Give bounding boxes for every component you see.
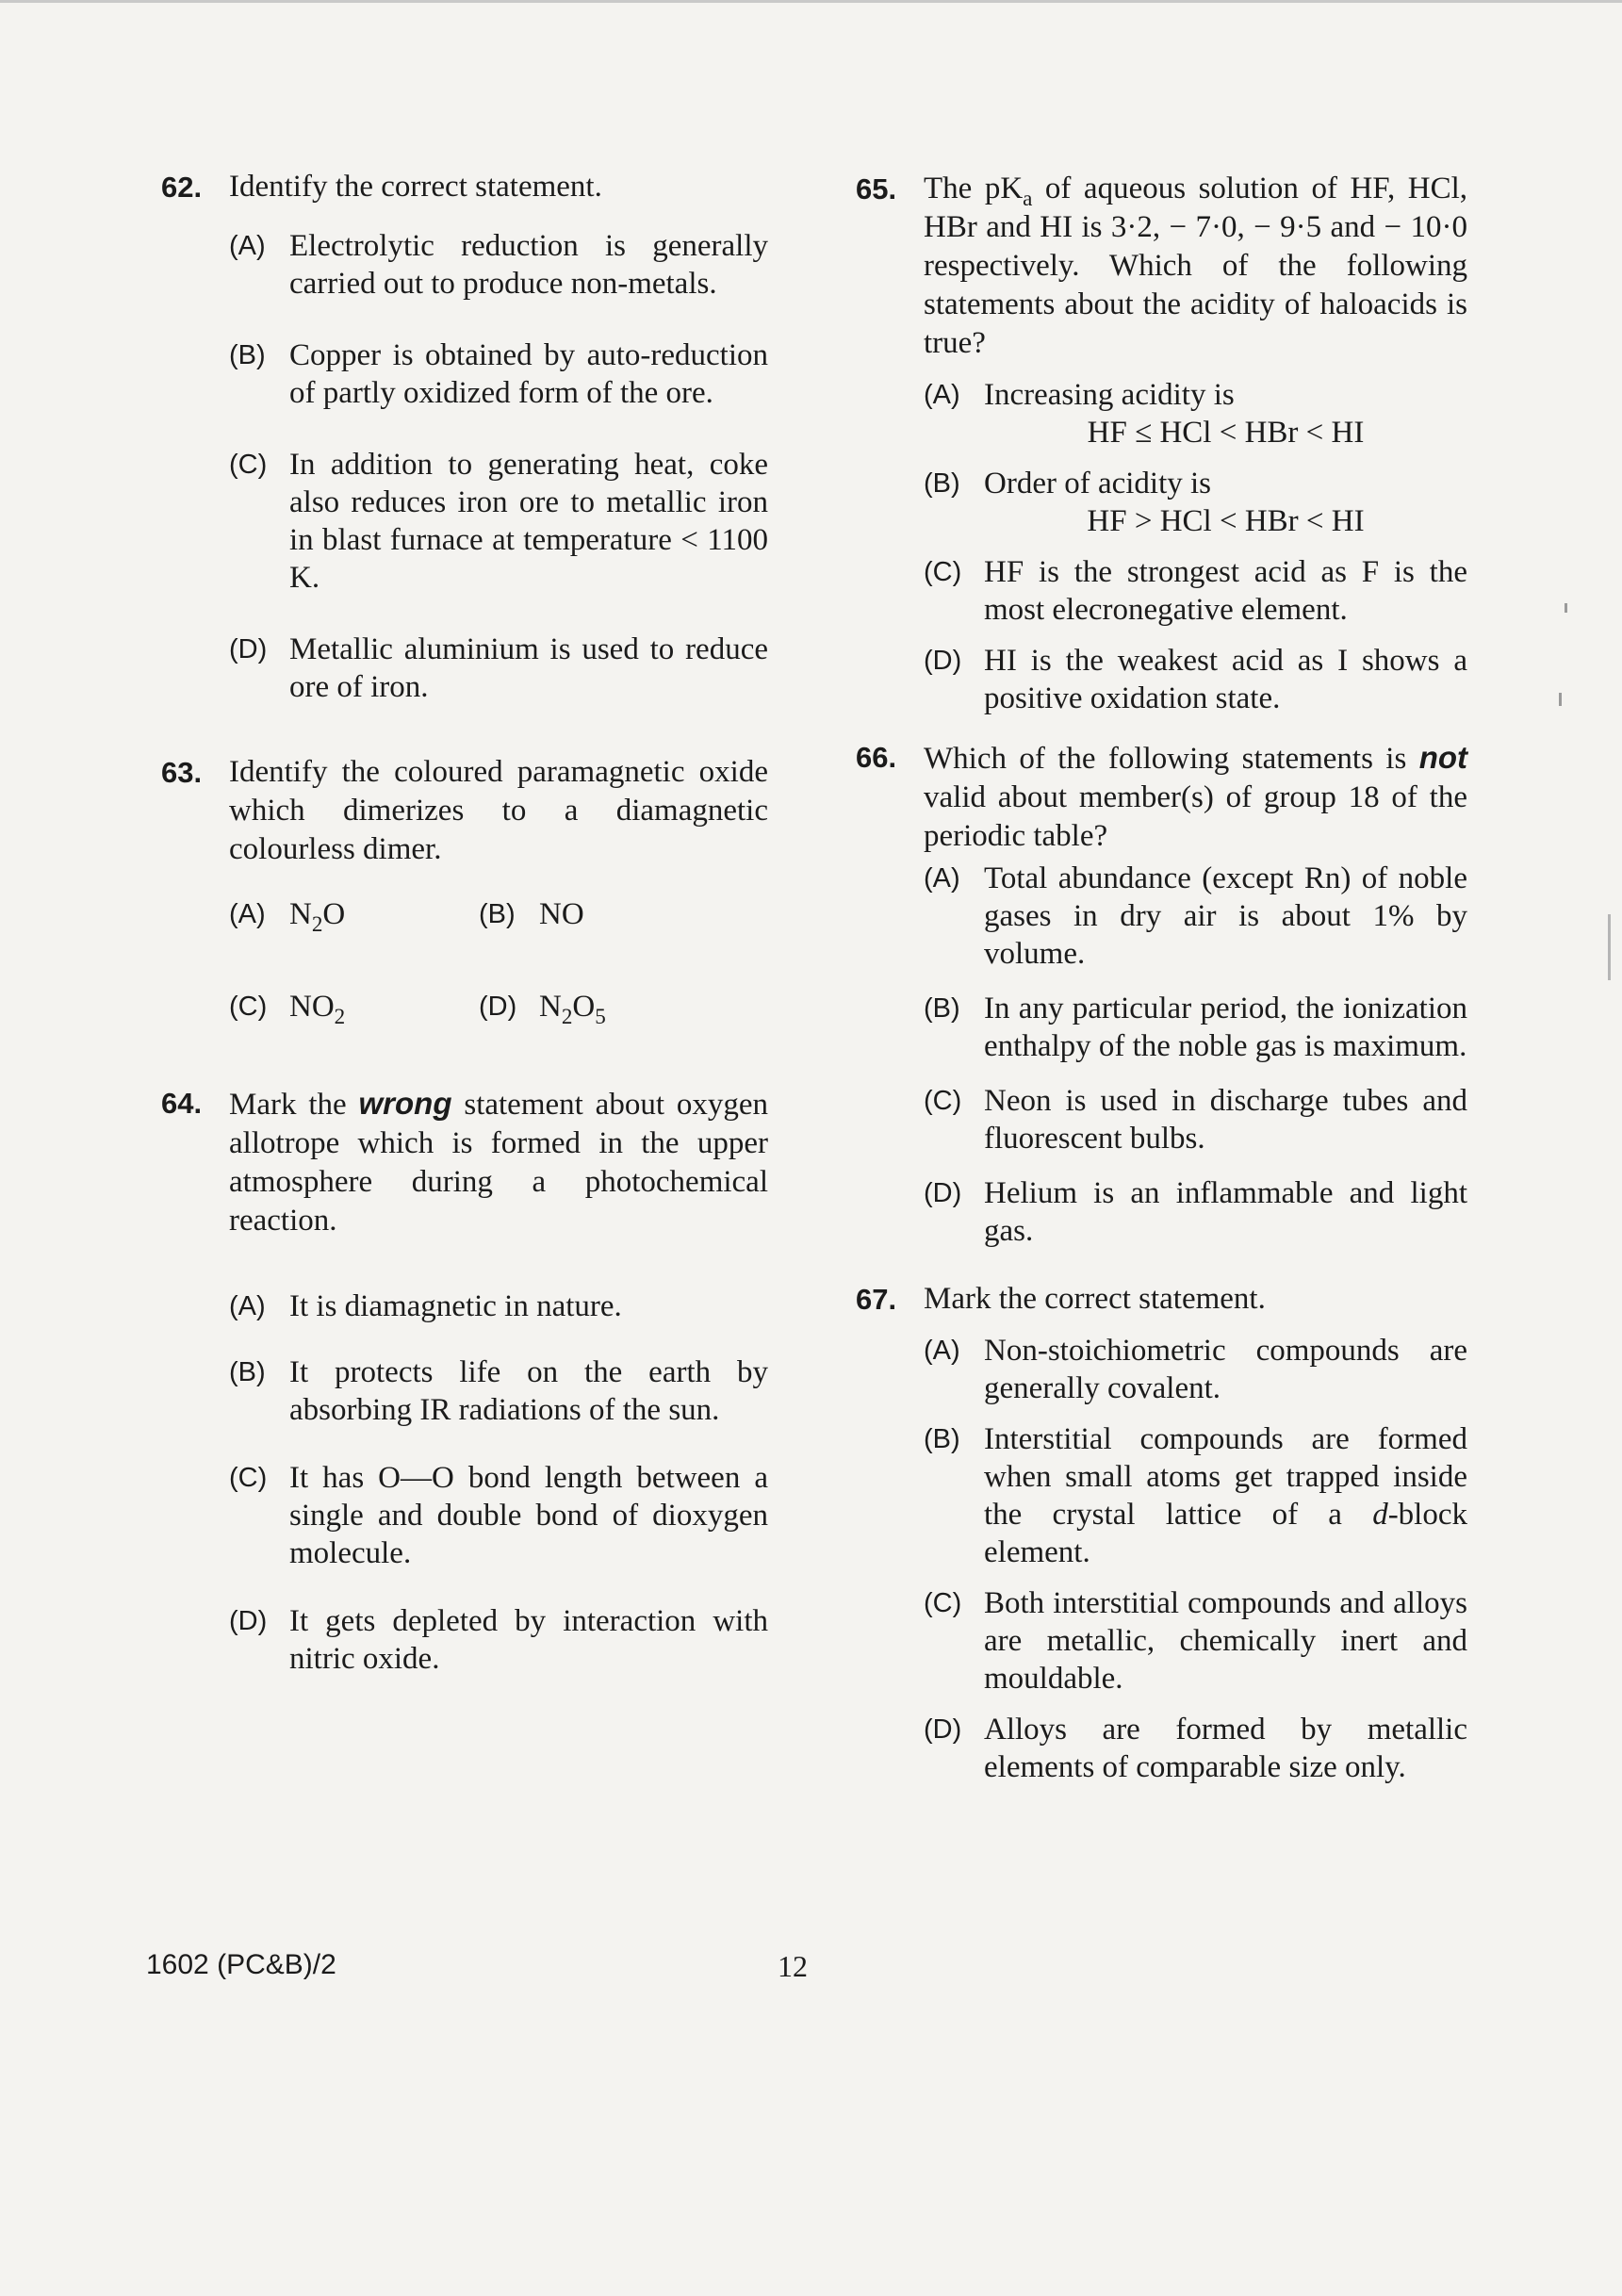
option-d: [924, 1174, 1467, 1250]
option-a: [229, 227, 768, 303]
formula-no2: $NO_2$: [289, 990, 346, 1029]
option-label: (A): [229, 899, 266, 929]
option-c: [229, 1459, 768, 1572]
formula-n2o5: $N_2O_5$: [539, 990, 606, 1029]
option-d: [229, 1602, 768, 1678]
question-stem: Identify the correct statement.: [229, 170, 602, 204]
option-d: [229, 631, 768, 706]
option-label: (A): [229, 1291, 266, 1321]
option-b: [924, 990, 1467, 1065]
option-text: It gets depleted by interaction with nitric oxide.: [289, 1604, 768, 1676]
emphasis-wrong: wrong: [358, 1086, 452, 1121]
option-label: (C): [229, 1463, 268, 1493]
formula-no: NO: [539, 897, 584, 931]
question-64: [161, 1084, 768, 1678]
option-c: [924, 553, 1467, 629]
page-number: 12: [778, 1949, 808, 1983]
option-text: Electrolytic reduction is generally carried out to produce non-metals.: [289, 229, 768, 301]
question-62: [161, 168, 768, 706]
option-label: (C): [924, 557, 962, 587]
option-label: (D): [924, 1714, 962, 1745]
option-label: (B): [924, 468, 960, 499]
question-stem: Mark the wrong statement about oxygen allotrope which is formed in the upper atmosphere during a photochemical reaction.: [229, 1086, 768, 1238]
options-row: [229, 988, 768, 1029]
option-text: Neon is used in discharge tubes and fluorescent bulbs.: [984, 1084, 1467, 1156]
option-text: Non-stoichiometric compounds are generally covalent.: [984, 1334, 1467, 1405]
question-67: [856, 1280, 1467, 1786]
option-text: Total abundance (except Rn) of noble gases in dry air is about 1% by volume.: [984, 861, 1467, 971]
question-number: 67.: [856, 1283, 897, 1316]
option-a: [229, 895, 479, 937]
option-a: [924, 860, 1467, 973]
option-text: Both interstitial compounds and alloys are metallic, chemically inert and mouldable.: [984, 1586, 1467, 1696]
option-text: HI is the weakest acid as I shows a positive oxidation state.: [984, 644, 1467, 715]
question-63: [161, 753, 768, 1029]
question-65: [856, 170, 1468, 717]
scan-top-edge: [0, 0, 1622, 3]
option-label: (C): [229, 450, 268, 480]
question-stem: Which of the following statements is not valid about member(s) of group 18 of the periodic table?: [924, 740, 1467, 853]
formula-n2o: $N_2O$: [289, 897, 346, 937]
option-label: (D): [924, 646, 962, 676]
option-b: [479, 895, 729, 933]
option-text: HF is the strongest acid as F is the most elecronegative element.: [984, 555, 1467, 627]
option-a: [924, 1332, 1467, 1407]
option-label: (D): [229, 634, 268, 664]
option-label: (B): [924, 1424, 960, 1454]
option-text: It protects life on the earth by absorbing IR radiations of the sun.: [289, 1355, 768, 1427]
question-66: [856, 738, 1467, 1250]
option-c: [229, 446, 768, 597]
question-stem: The $pK_a$ of aqueous solution of HF, HCl, HBr and HI is 3·2, − 7·0, − 9·5 and − 10·0 respectively. Which of the following statements about the acidity of haloacids is true?: [924, 172, 1468, 360]
option-label: (C): [924, 1588, 962, 1618]
left-column: [161, 160, 768, 1678]
question-stem: Identify the coloured paramagnetic oxide which dimerizes to a diamagnetic colourless dimer.: [229, 755, 768, 866]
option-text: Metallic aluminium is used to reduce ore of iron.: [289, 632, 768, 704]
option-label: (B): [479, 899, 516, 929]
option-label: (D): [229, 1606, 268, 1636]
option-b: [229, 336, 768, 412]
scan-speck: [1608, 914, 1611, 980]
question-number: 64.: [161, 1087, 203, 1120]
option-text: Increasing acidity is: [984, 378, 1235, 412]
option-text: Order of acidity is: [984, 467, 1212, 500]
option-d: [924, 1711, 1467, 1786]
option-text: It is diamagnetic in nature.: [289, 1289, 622, 1323]
option-d: [479, 988, 729, 1029]
option-text: Interstitial compounds are formed when small atoms get trapped inside the crystal lattice of a d-block element.: [984, 1422, 1467, 1569]
question-number: 62.: [161, 171, 203, 204]
option-label: (C): [229, 992, 268, 1022]
option-label: (B): [924, 993, 960, 1024]
option-text: It has O—O bond length between a single and double bond of dioxygen molecule.: [289, 1461, 768, 1570]
option-text: In addition to generating heat, coke also reduces iron ore to metallic iron in blast furnace at temperature < 1100 K.: [289, 448, 768, 595]
option-text: Helium is an inflammable and light gas.: [984, 1176, 1467, 1248]
option-label: (A): [229, 231, 266, 261]
option-b: [229, 1353, 768, 1429]
options-row: [229, 895, 768, 937]
option-label: (A): [924, 380, 960, 410]
right-column: [856, 160, 1468, 1786]
question-stem: Mark the correct statement.: [924, 1282, 1266, 1316]
emphasis-not: not: [1418, 740, 1467, 775]
option-label: (B): [229, 1357, 266, 1387]
scan-speck: [1565, 603, 1567, 613]
option-b: [924, 465, 1467, 540]
option-a: [924, 376, 1467, 451]
option-label: (A): [924, 863, 960, 894]
question-number: 66.: [856, 741, 897, 774]
acidity-relation: HF ≤ HCl < HBr < HI: [1087, 416, 1365, 450]
scan-speck: [1559, 693, 1562, 706]
option-c: [924, 1584, 1467, 1697]
paper-code: 1602 (PC&B)/2: [146, 1949, 336, 1980]
option-c: [924, 1082, 1467, 1157]
option-text: In any particular period, the ionization enthalpy of the noble gas is maximum.: [984, 992, 1467, 1063]
option-label: (A): [924, 1336, 960, 1366]
question-number: 63.: [161, 756, 203, 789]
option-b: [924, 1420, 1467, 1571]
option-label: (D): [924, 1178, 962, 1208]
option-label: (D): [479, 992, 517, 1022]
acidity-relation: HF > HCl < HBr < HI: [1087, 504, 1365, 538]
option-c: [229, 988, 479, 1029]
option-label: (C): [924, 1086, 962, 1116]
option-d: [924, 642, 1467, 717]
option-text: Alloys are formed by metallic elements of comparable size only.: [984, 1713, 1467, 1784]
question-number: 65.: [856, 172, 897, 205]
option-a: [229, 1287, 768, 1325]
option-label: (B): [229, 340, 266, 370]
option-text: Copper is obtained by auto-reduction of partly oxidized form of the ore.: [289, 338, 768, 410]
